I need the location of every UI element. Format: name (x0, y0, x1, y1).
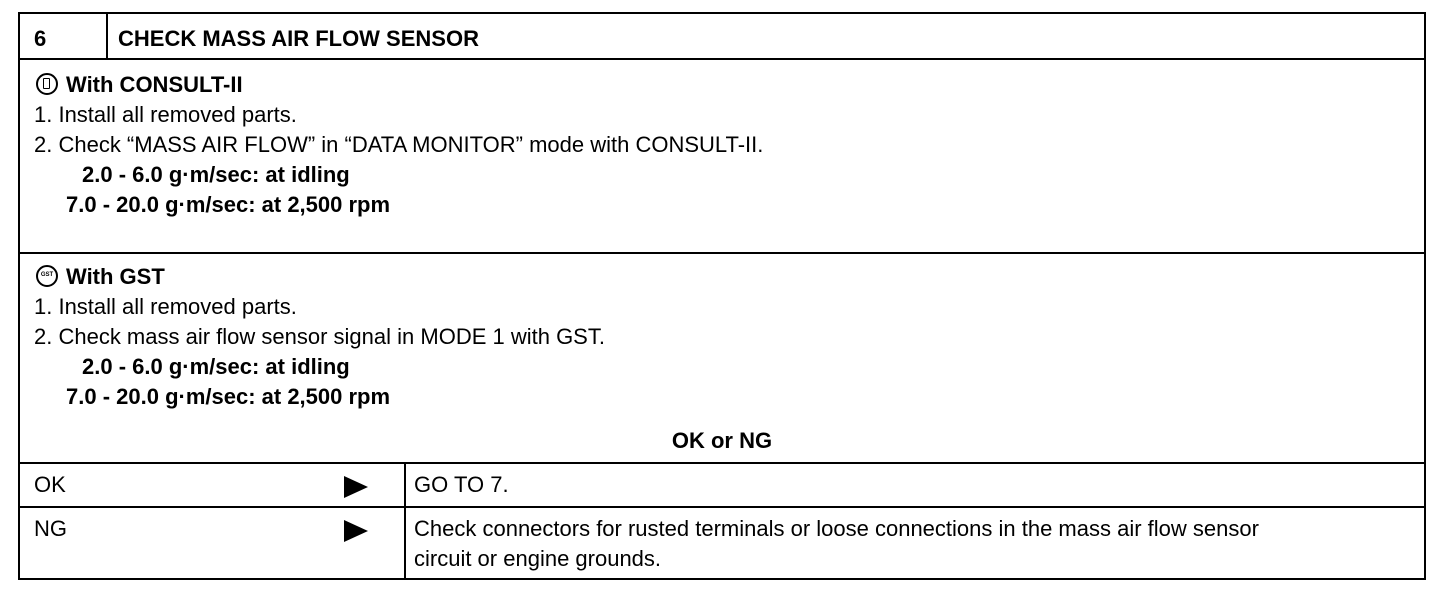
consult-heading-text: With CONSULT-II (66, 72, 243, 97)
gst-step-1: 1. Install all removed parts. (34, 294, 297, 319)
result-action-ok: GO TO 7. (414, 472, 509, 497)
gst-section (20, 254, 1424, 464)
consult-spec-2500: 7.0 - 20.0 g·m/sec: at 2,500 rpm (66, 192, 391, 217)
result-row-ng (20, 508, 1424, 580)
result-prompt: OK or NG (671, 428, 773, 453)
arrow-right-icon (344, 476, 368, 498)
header-divider (106, 14, 108, 60)
result-label-ng: NG (34, 516, 67, 541)
step-title: CHECK MASS AIR FLOW SENSOR (118, 26, 479, 51)
result-action-ng-line-2: circuit or engine grounds. (414, 546, 662, 571)
diagnostic-procedure-table (18, 12, 1426, 580)
consult-spec-idle: 2.0 - 6.0 g·m/sec: at idling (82, 162, 350, 187)
step-header-row (20, 14, 1424, 60)
consult-tester-icon (36, 73, 58, 95)
gst-heading-text: With GST (66, 264, 165, 289)
consult-step-1: 1. Install all removed parts. (34, 102, 297, 127)
result-label-ok: OK (34, 472, 66, 497)
result-action-ng-line-1: Check connectors for rusted terminals or loose connections in the mass air flow sensor (414, 516, 1259, 541)
arrow-right-icon (344, 520, 368, 542)
consult-step-2: 2. Check “MASS AIR FLOW” in “DATA MONITOR” mode with CONSULT-II. (34, 132, 764, 157)
step-number: 6 (34, 26, 47, 51)
gst-spec-idle: 2.0 - 6.0 g·m/sec: at idling (82, 354, 350, 379)
gst-tester-icon (36, 265, 58, 287)
consult-heading (36, 70, 243, 100)
result-row-ok (20, 464, 1424, 508)
gst-step-2: 2. Check mass air flow sensor signal in MODE 1 with GST. (34, 324, 605, 349)
gst-heading (36, 262, 165, 292)
consult-section (20, 60, 1424, 254)
gst-spec-2500: 7.0 - 20.0 g·m/sec: at 2,500 rpm (66, 384, 391, 409)
